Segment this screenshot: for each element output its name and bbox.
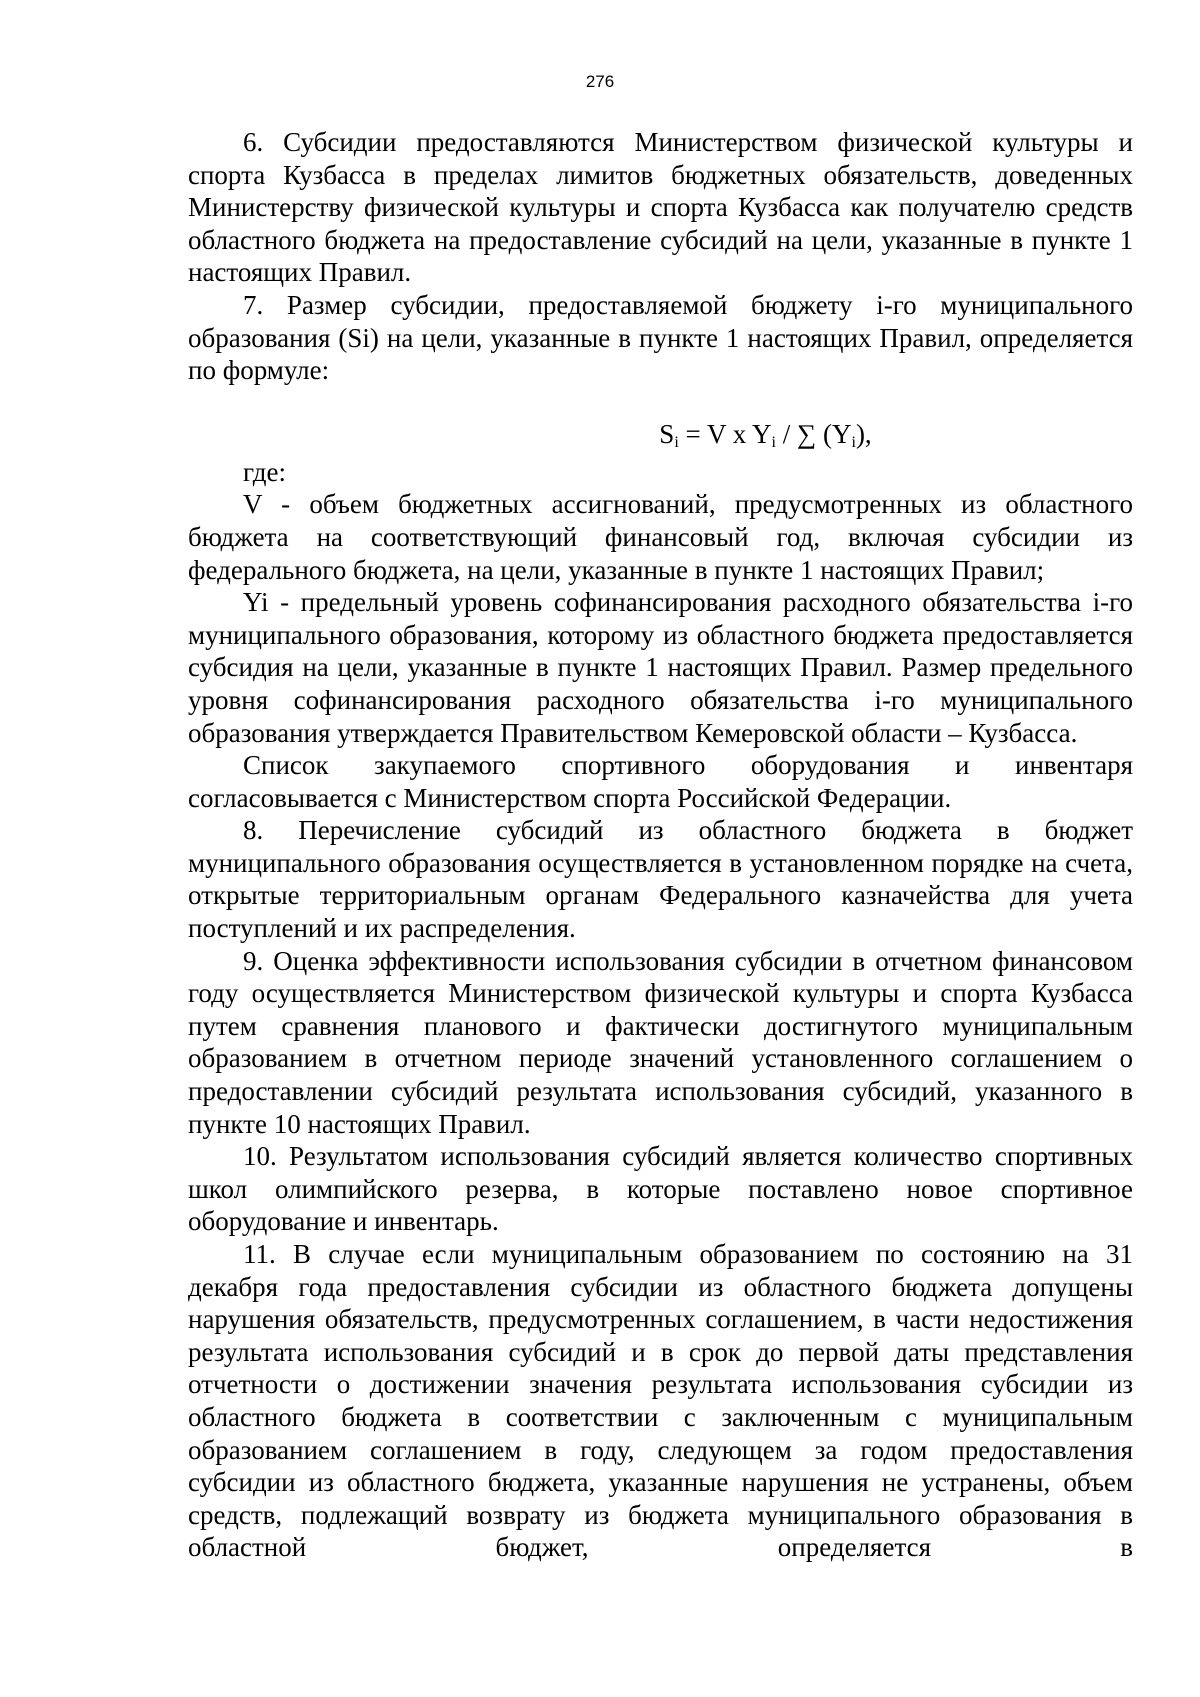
paragraph-7: 7. Размер субсидии, предоставляемой бюджету i-го муниципального образования (Si) на цели, указанные в пункте 1 настоящих Правил, определяется по формуле: [188,289,1133,386]
paragraph-10: 10. Результатом использования субсидий является количество спортивных школ олимпийского резерва, в которые поставлено новое спортивное оборудование и инвентарь. [188,1141,1133,1237]
definition-v: V - объем бюджетных ассигнований, предусмотренных из областного бюджета на соответствующий финансовый год, включая субсидии из федерального бюджета, на цели, указанные в пункте 1 настоящих Правил; [188,489,1133,585]
paragraph-6: 6. Субсидии предоставляются Министерством физической культуры и спорта Кузбасса в пределах лимитов бюджетных обязательств, доведенных Министерству физической культуры и спорта Кузбасса как получателю средств областного бюджета на предоставление субсидий на цели, указанные в пункте 1 настоящих Правил. [188,127,1133,288]
formula-rest: / ∑ (Y [775,418,852,449]
formula [188,414,1133,454]
paragraph-11: 11. В случае если муниципальным образованием по состоянию на 31 декабря года предоставления субсидии из областного бюджета допущены нарушения обязательств, предусмотренных соглашением, в части недостижения результата использования субсидий и в срок до первой даты представления отчетности о достижении значения результата использования субсидии из областного бюджета в соответствии с заключенным с муниципальным образованием соглашением в году, следующем за годом предоставления субсидии из областного бюджета, указанные нарушения не устранены, объем средств, подлежащий возврату из бюджета муниципального образования в областной бюджет, определяется в [188,1239,1133,1563]
paragraph-9: 9. Оценка эффективности использования субсидии в отчетном финансовом году осуществляется Министерством физической культуры и спорта Кузбасса путем сравнения планового и фактически достигнутого муниципальным образованием в отчетном периоде значений установленного соглашением о предоставлении субсидий результата использования субсидий, указанного в пункте 10 настоящих Правил. [188,945,1133,1139]
formula-end: ), [855,418,872,449]
page-number: 276 [585,72,615,91]
paragraph-8: 8. Перечисление субсидий из областного бюджета в бюджет муниципального образования осуществляется в установленном порядке на счета, открытые территориальным органам Федерального казначейства для учета поступлений и их распределения. [188,815,1133,944]
formula-s: S [659,418,675,449]
equipment-list-note: Список закупаемого спортивного оборудования и инвентаря согласовывается с Министерством спорта Российской Федерации. [188,750,1133,813]
formula-y-subscript: i [771,433,776,451]
definition-yi: Yi - предельный уровень софинансирования расходного обязательства i-го муниципального образования, которому из областного бюджета предоставляется субсидия на цели, указанные в пункте 1 настоящих Правил. Размер предельного уровня софинансирования расходного обязательства i-го муниципального образования утверждается Правительством Кемеровской области – Кузбасса. [188,587,1133,748]
formula-y2-subscript: i [851,433,856,451]
formula-mid: = V x Y [678,418,772,449]
formula-s-subscript: i [674,433,679,451]
where-label: где: [243,456,286,487]
document-body [188,126,1133,1564]
